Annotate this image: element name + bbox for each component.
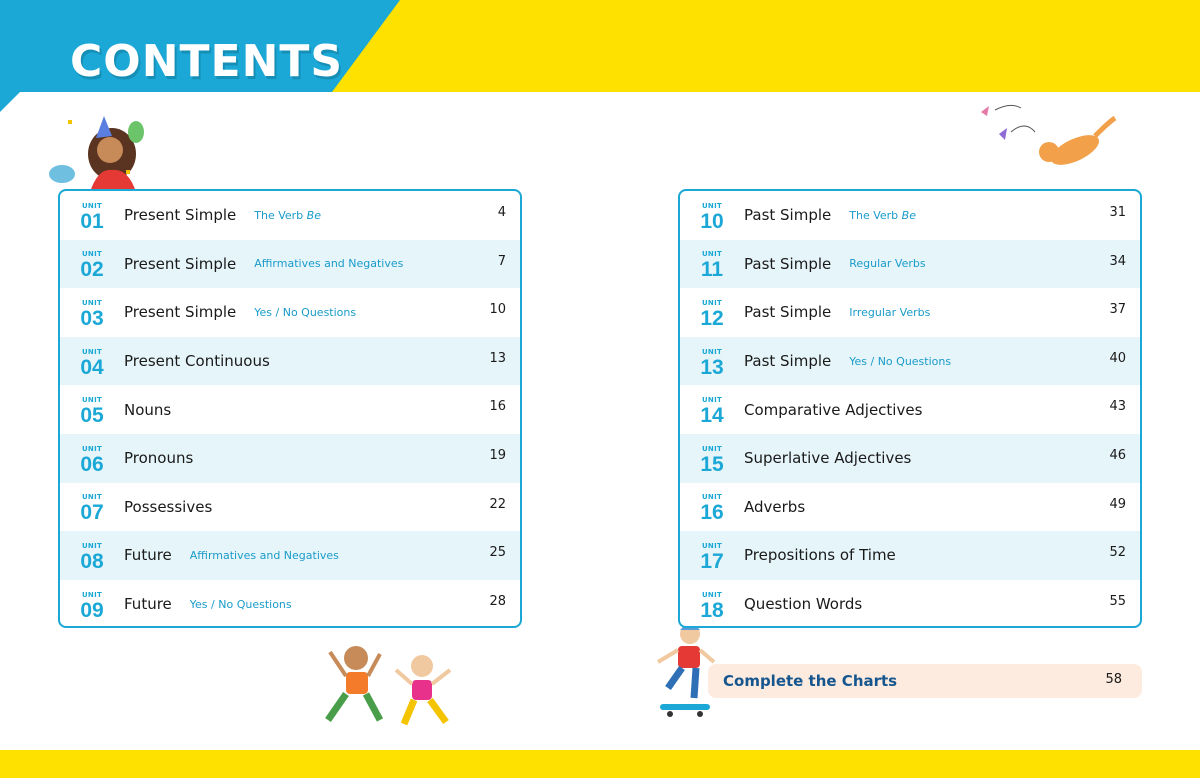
unit-label bbox=[68, 442, 116, 475]
unit-word: UNIT bbox=[81, 444, 103, 453]
unit-subtitle-text: Regular Verbs bbox=[849, 257, 926, 271]
unit-word: UNIT bbox=[701, 250, 723, 259]
unit-number: 18 bbox=[700, 598, 724, 622]
unit-title: Prepositions of Time bbox=[744, 546, 896, 565]
page-number: 40 bbox=[1109, 350, 1126, 366]
unit-subtitle-text: Yes / No Questions bbox=[254, 305, 357, 319]
unit-title: Question Words bbox=[744, 595, 863, 614]
unit-word: UNIT bbox=[81, 541, 103, 550]
unit-word: UNIT bbox=[81, 298, 103, 307]
unit-label bbox=[688, 296, 736, 329]
page-number: 13 bbox=[489, 350, 506, 366]
unit-subtitle bbox=[849, 209, 916, 222]
page-number: 49 bbox=[1109, 496, 1126, 512]
unit-word: UNIT bbox=[701, 590, 723, 599]
page-number: 25 bbox=[489, 545, 506, 561]
unit-label bbox=[688, 539, 736, 572]
unit-number: 08 bbox=[80, 549, 104, 573]
unit-subtitle bbox=[254, 306, 356, 319]
unit-label bbox=[68, 490, 116, 523]
unit-label bbox=[68, 393, 116, 426]
unit-number: 07 bbox=[80, 501, 104, 525]
unit-subtitle-text: The Verb bbox=[849, 208, 902, 222]
table-row[interactable] bbox=[60, 385, 520, 434]
table-row[interactable] bbox=[60, 580, 520, 628]
table-row[interactable] bbox=[60, 288, 520, 337]
butterflies-icon bbox=[975, 102, 1125, 184]
unit-word: UNIT bbox=[81, 590, 103, 599]
complete-the-charts-row[interactable] bbox=[708, 664, 1142, 698]
unit-label bbox=[688, 490, 736, 523]
unit-subtitle-text: Affirmatives and Negatives bbox=[254, 257, 404, 271]
unit-label bbox=[68, 345, 116, 378]
unit-subtitle-text: Irregular Verbs bbox=[849, 305, 931, 319]
unit-number: 13 bbox=[700, 355, 724, 379]
table-row[interactable] bbox=[60, 434, 520, 483]
page-number: 43 bbox=[1109, 399, 1126, 415]
unit-word: UNIT bbox=[701, 201, 723, 210]
unit-title: Past Simple bbox=[744, 254, 832, 273]
table-row[interactable] bbox=[680, 191, 1140, 240]
unit-title: Past Simple bbox=[744, 303, 832, 322]
unit-number: 01 bbox=[80, 209, 104, 233]
unit-label bbox=[68, 199, 116, 232]
unit-word: UNIT bbox=[81, 250, 103, 259]
unit-subtitle-text: Yes / No Questions bbox=[189, 597, 292, 611]
table-row[interactable] bbox=[60, 191, 520, 240]
unit-number: 12 bbox=[700, 306, 724, 330]
unit-title: Present Continuous bbox=[124, 352, 270, 371]
toc-table-right bbox=[678, 189, 1142, 628]
page-number: 34 bbox=[1109, 253, 1126, 269]
unit-label bbox=[688, 588, 736, 621]
unit-word: UNIT bbox=[701, 396, 723, 405]
page-number: 7 bbox=[497, 253, 506, 269]
page-number: 31 bbox=[1109, 205, 1126, 220]
unit-label bbox=[68, 588, 116, 621]
unit-word: UNIT bbox=[701, 298, 723, 307]
footer-band bbox=[0, 750, 1200, 778]
table-row[interactable] bbox=[680, 483, 1140, 532]
unit-title: Superlative Adjectives bbox=[744, 449, 912, 468]
unit-label bbox=[688, 442, 736, 475]
page-number: 58 bbox=[1105, 672, 1122, 687]
unit-label bbox=[688, 345, 736, 378]
unit-number: 02 bbox=[80, 258, 104, 282]
page-number: 37 bbox=[1109, 302, 1126, 318]
unit-number: 10 bbox=[700, 209, 724, 233]
unit-subtitle-text: The Verb bbox=[254, 208, 307, 222]
toc-table-left bbox=[58, 189, 522, 628]
unit-number: 15 bbox=[700, 452, 724, 476]
unit-number: 05 bbox=[80, 404, 104, 428]
unit-word: UNIT bbox=[81, 396, 103, 405]
unit-title: Possessives bbox=[124, 497, 213, 516]
unit-title: Future bbox=[124, 546, 172, 565]
table-row[interactable] bbox=[680, 580, 1140, 628]
unit-title: Past Simple bbox=[744, 206, 832, 225]
table-row[interactable] bbox=[60, 483, 520, 532]
unit-label bbox=[68, 247, 116, 280]
unit-title: Present Simple bbox=[124, 254, 237, 273]
page-number: 28 bbox=[489, 593, 506, 609]
unit-word: UNIT bbox=[81, 493, 103, 502]
dancing-kids-icon bbox=[318, 640, 468, 730]
unit-subtitle-emphasis: Be bbox=[306, 208, 321, 222]
unit-word: UNIT bbox=[701, 493, 723, 502]
unit-title: Past Simple bbox=[744, 352, 832, 371]
unit-title: Present Simple bbox=[124, 303, 237, 322]
unit-word: UNIT bbox=[81, 347, 103, 356]
unit-subtitle-emphasis: Be bbox=[901, 208, 916, 222]
unit-subtitle bbox=[849, 355, 951, 368]
page-number: 55 bbox=[1109, 593, 1126, 609]
unit-number: 06 bbox=[80, 452, 104, 476]
table-row[interactable] bbox=[680, 385, 1140, 434]
unit-subtitle-text: Yes / No Questions bbox=[849, 354, 952, 368]
unit-word: UNIT bbox=[701, 347, 723, 356]
unit-number: 17 bbox=[700, 549, 724, 573]
unit-subtitle bbox=[849, 306, 930, 319]
page-number: 19 bbox=[489, 447, 506, 463]
unit-label bbox=[688, 199, 736, 232]
page-number: 46 bbox=[1109, 447, 1126, 463]
page-number: 22 bbox=[489, 496, 506, 512]
page-number: 16 bbox=[489, 399, 506, 415]
page-title: CONTENTS bbox=[70, 36, 344, 87]
unit-word: UNIT bbox=[701, 541, 723, 550]
unit-subtitle bbox=[190, 549, 339, 562]
unit-title: Comparative Adjectives bbox=[744, 400, 923, 419]
unit-label bbox=[688, 247, 736, 280]
table-row[interactable] bbox=[60, 531, 520, 580]
table-row[interactable] bbox=[680, 531, 1140, 580]
unit-number: 04 bbox=[80, 355, 104, 379]
unit-label bbox=[68, 296, 116, 329]
unit-label bbox=[68, 539, 116, 572]
unit-title: Adverbs bbox=[744, 497, 806, 516]
unit-number: 03 bbox=[80, 306, 104, 330]
unit-subtitle bbox=[254, 209, 321, 222]
unit-number: 14 bbox=[700, 404, 724, 428]
unit-title: Present Simple bbox=[124, 206, 237, 225]
unit-word: UNIT bbox=[701, 444, 723, 453]
unit-subtitle bbox=[849, 257, 925, 270]
table-row[interactable] bbox=[680, 337, 1140, 386]
page-number: 4 bbox=[497, 205, 506, 220]
unit-title: Future bbox=[124, 595, 172, 614]
table-row[interactable] bbox=[680, 288, 1140, 337]
table-row[interactable] bbox=[680, 434, 1140, 483]
unit-subtitle bbox=[254, 257, 403, 270]
table-row[interactable] bbox=[60, 240, 520, 289]
unit-label bbox=[688, 393, 736, 426]
table-row[interactable] bbox=[60, 337, 520, 386]
complete-the-charts-label: Complete the Charts bbox=[723, 672, 898, 690]
unit-word: UNIT bbox=[81, 201, 103, 210]
unit-number: 09 bbox=[80, 598, 104, 622]
unit-subtitle-text: Affirmatives and Negatives bbox=[189, 548, 339, 562]
unit-title: Pronouns bbox=[124, 449, 194, 468]
page-number: 10 bbox=[489, 302, 506, 318]
table-row[interactable] bbox=[680, 240, 1140, 289]
unit-title: Nouns bbox=[124, 400, 172, 419]
unit-subtitle bbox=[190, 598, 292, 611]
page-number: 52 bbox=[1109, 545, 1126, 561]
title-notch bbox=[0, 92, 20, 112]
unit-number: 16 bbox=[700, 501, 724, 525]
party-girl-icon bbox=[48, 110, 158, 192]
unit-number: 11 bbox=[700, 258, 724, 282]
